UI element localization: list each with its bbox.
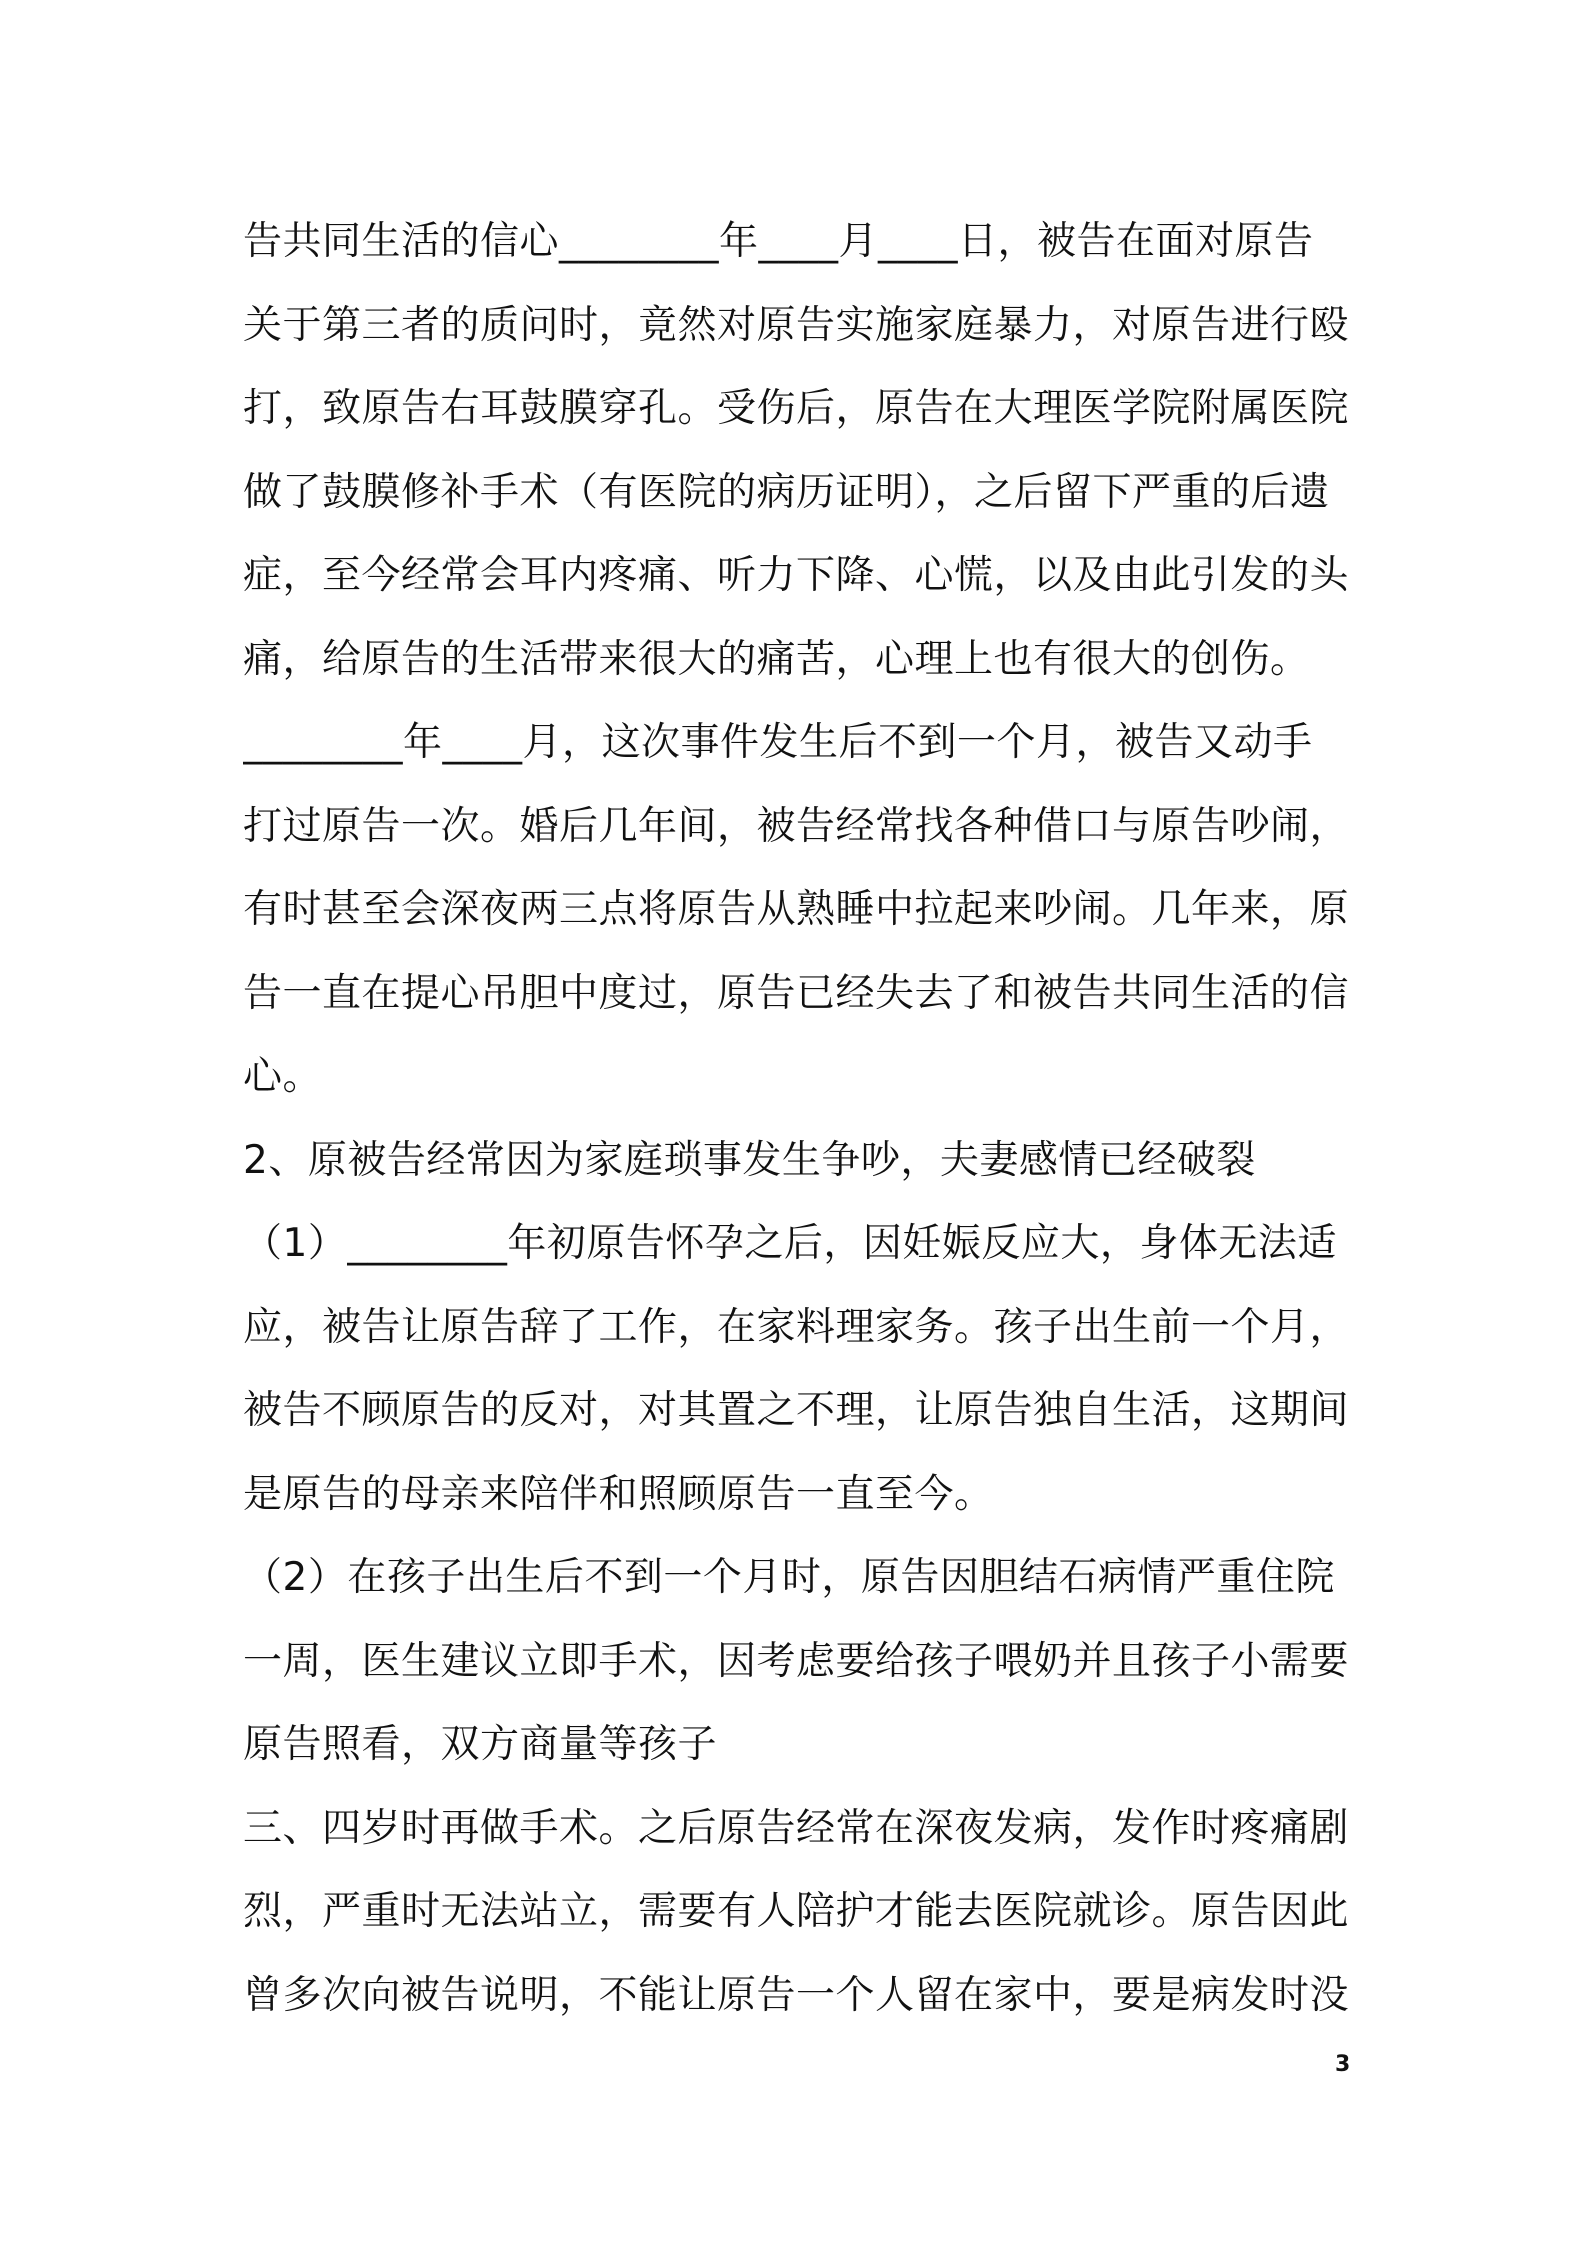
text-line: 应，被告让原告辞了工作，在家料理家务。孩子出生前一个月，	[243, 1304, 1350, 1350]
text-line: 症，至今经常会耳内疼痛、听力下降、心慌，以及由此引发的头	[243, 553, 1350, 598]
page-number: 3	[1335, 2052, 1351, 2077]
text-line: 是原告的母亲来陪伴和照顾原告一直至今。	[243, 1471, 994, 1517]
text-line: 有时甚至会深夜两三点将原告从熟睡中拉起来吵闹。几年来，原	[243, 887, 1350, 932]
text-line: 三、四岁时再做手术。之后原告经常在深夜发病，发作时疼痛剧	[243, 1805, 1350, 1851]
text-line: 原告照看，双方商量等孩子	[243, 1722, 718, 1767]
text-line: 打过原告一次。婚后几年间，被告经常找各种借口与原告吵闹，	[243, 803, 1350, 849]
body-text	[243, 200, 1363, 2037]
text-line: 告共同生活的信心________年____月____日，被告在面对原告	[243, 219, 1314, 264]
text-line: 关于第三者的质问时，竟然对原告实施家庭暴力，对原告进行殴	[243, 302, 1350, 348]
text-line: 一周，医生建议立即手术，因考虑要给孩子喂奶并且孩子小需要	[243, 1638, 1350, 1684]
text-line: ________年____月，这次事件发生后不到一个月，被告又动手	[243, 720, 1313, 765]
text-line: 烈，严重时无法站立，需要有人陪护才能去医院就诊。原告因此	[243, 1889, 1350, 1934]
text-line: 痛，给原告的生活带来很大的痛苦，心理上也有很大的创伤。	[243, 636, 1310, 682]
text-line: 2、原被告经常因为家庭琐事发生争吵，夫妻感情已经破裂	[243, 1137, 1256, 1183]
text-line: 心。	[243, 1054, 323, 1099]
text-line: （2）在孩子出生后不到一个月时，原告因胆结石病情严重住院	[243, 1555, 1335, 1600]
text-line: 曾多次向被告说明，不能让原告一个人留在家中，要是病发时没	[243, 1972, 1350, 2018]
text-line: 打，致原告右耳鼓膜穿孔。受伤后，原告在大理医学院附属医院	[243, 386, 1350, 431]
text-line: 被告不顾原告的反对，对其置之不理，让原告独自生活，这期间	[243, 1388, 1350, 1433]
text-line: （1）________年初原告怀孕之后，因妊娠反应大，身体无法适	[243, 1221, 1337, 1266]
text-line: 做了鼓膜修补手术（有医院的病历证明），之后留下严重的后遗	[243, 469, 1330, 515]
text-line: 告一直在提心吊胆中度过，原告已经失去了和被告共同生活的信	[243, 970, 1350, 1016]
